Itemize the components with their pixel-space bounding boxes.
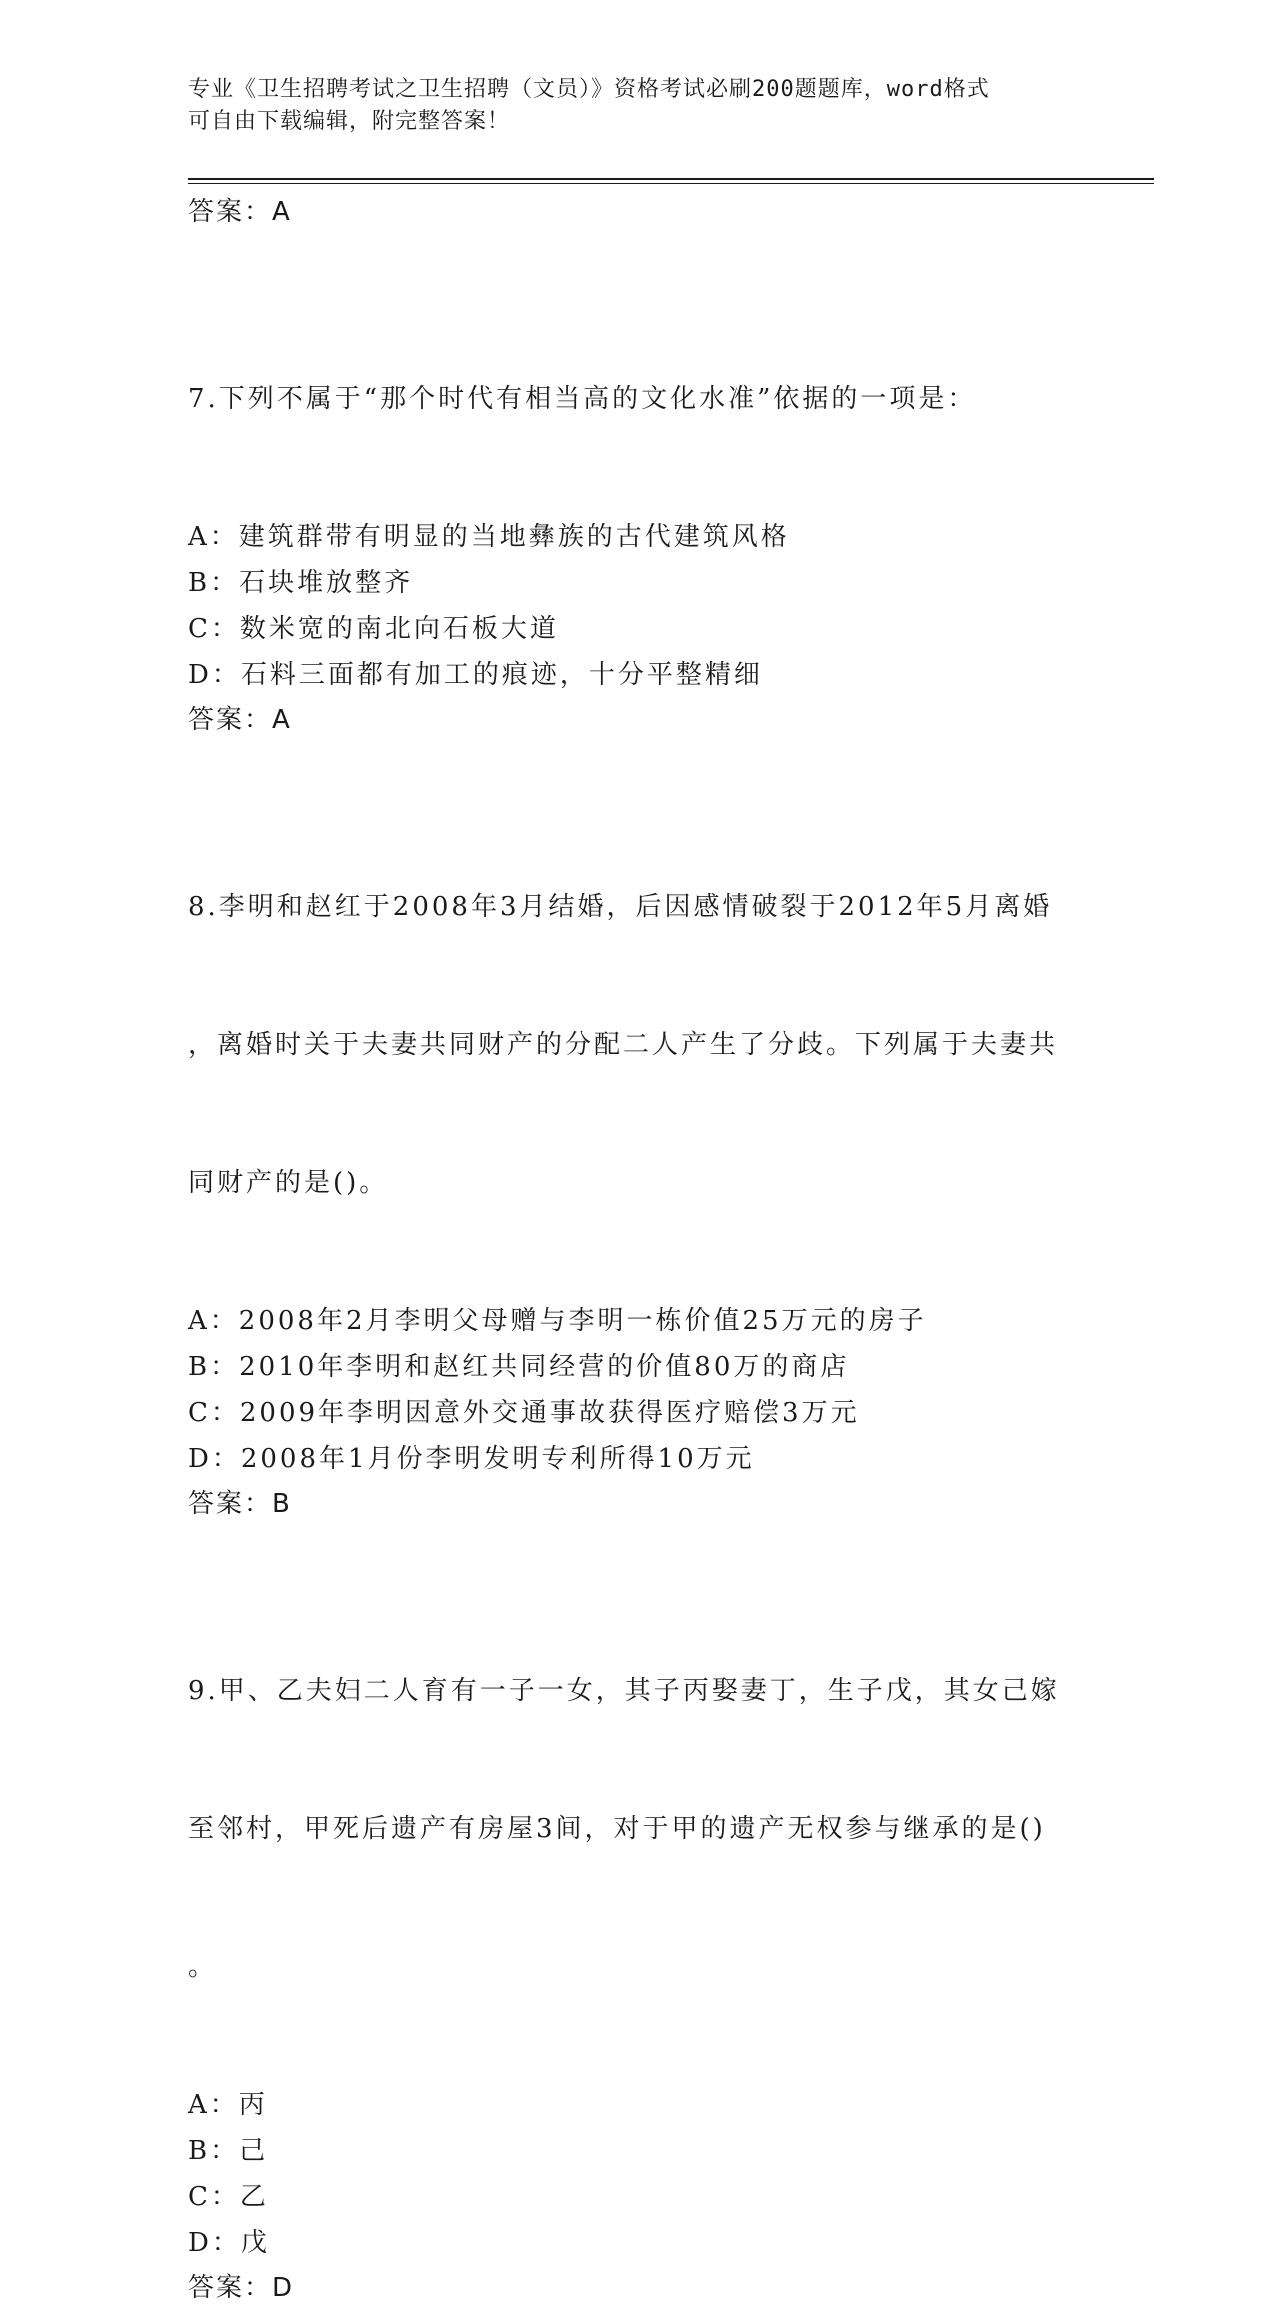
answer: 答案：D xyxy=(188,2273,295,2303)
answer-prev-question: 答案：A xyxy=(188,197,292,227)
header-line-1: 专业《卫生招聘考试之卫生招聘（文员）》资格考试必刷200题题库，word格式 xyxy=(188,77,990,102)
question-text xyxy=(188,284,1068,514)
option-c: C：2009年李明因意外交通事故获得医疗赔偿3万元 xyxy=(188,1398,860,1428)
option-a: A：丙 xyxy=(188,2090,268,2120)
option-b: B：己 xyxy=(188,2136,269,2166)
question-text-line: 8.李明和赵红于2008年3月结婚，后因感情破裂于2012年5月离婚 xyxy=(188,892,1053,922)
question-text-line: ，离婚时关于夫妻共同财产的分配二人产生了分歧。下列属于夫妻共 xyxy=(188,1030,1059,1060)
option-a: A：建筑群带有明显的当地彝族的古代建筑风格 xyxy=(188,522,790,552)
option-c: C：数米宽的南北向石板大道 xyxy=(188,614,559,644)
option-a: A：2008年2月李明父母赠与李明一栋价值25万元的房子 xyxy=(188,1306,927,1336)
option-d: D：石料三面都有加工的痕迹，十分平整精细 xyxy=(188,660,763,690)
question-text-line: 7.下列不属于“那个时代有相当高的文化水准”依据的一项是： xyxy=(188,384,977,414)
question-text-line: 9.甲、乙夫妇二人育有一子一女，其子丙娶妻丁，生子戊，其女己嫁 xyxy=(188,1676,1060,1706)
option-d: D：戊 xyxy=(188,2228,270,2258)
question-text xyxy=(188,792,1068,1298)
document-body xyxy=(188,190,1068,2310)
option-d: D：2008年1月份李明发明专利所得10万元 xyxy=(188,1444,755,1474)
question-text-line: 同财产的是()。 xyxy=(188,1168,389,1198)
question-7 xyxy=(188,284,1068,742)
question-9 xyxy=(188,1576,1068,2310)
option-b: B：2010年李明和赵红共同经营的价值80万的商店 xyxy=(188,1352,850,1382)
header-rule-thick xyxy=(188,178,1154,180)
option-b: B：石块堆放整齐 xyxy=(188,568,414,598)
question-text-line: 至邻村，甲死后遗产有房屋3间，对于甲的遗产无权参与继承的是() xyxy=(188,1814,1046,1844)
question-text-line: 。 xyxy=(188,1952,218,1982)
document-header xyxy=(188,74,1058,138)
question-8 xyxy=(188,792,1068,1526)
question-text xyxy=(188,1576,1068,2082)
answer: 答案：A xyxy=(188,705,292,735)
option-c: C：乙 xyxy=(188,2182,269,2212)
answer: 答案：B xyxy=(188,1489,292,1519)
header-rule-thin xyxy=(188,183,1154,184)
header-line-2: 可自由下载编辑，附完整答案！ xyxy=(188,109,511,134)
